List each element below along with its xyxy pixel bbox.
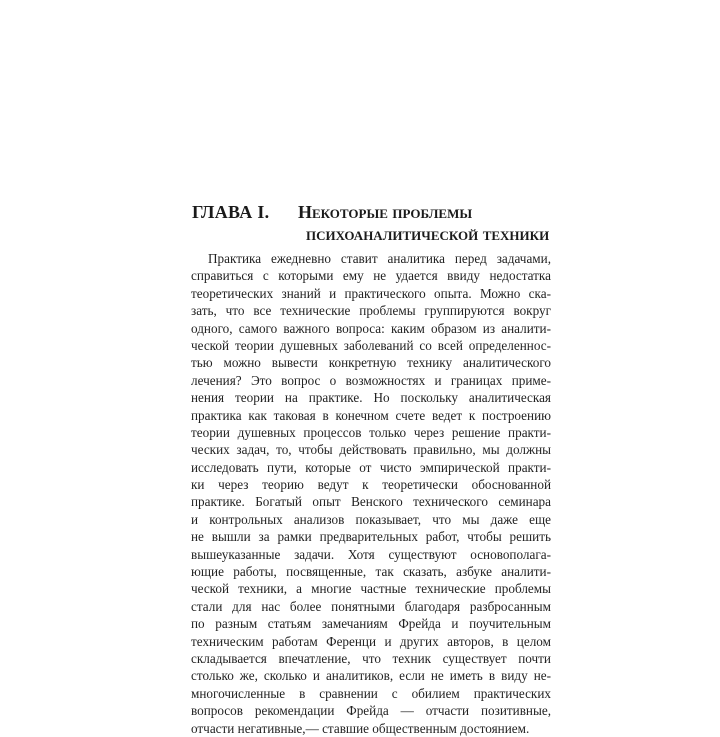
- text-line: стали для нас более понятными благодаря разбросанным: [191, 598, 551, 614]
- text-line: одного, самого важного вопроса: каким образом из аналити-: [191, 320, 551, 336]
- body-paragraph: [191, 250, 551, 737]
- text-line: вышеуказанные задачи. Хотя существуют основополага-: [191, 546, 551, 562]
- text-line: вопросов рекомендации Фрейда — отчасти позитивные,: [191, 703, 551, 719]
- text-line: отчасти негативные,— ставшие общественным достоянием.: [191, 720, 530, 736]
- text-line: тью можно вывести конкретную технику аналитического: [191, 355, 551, 371]
- chapter-heading: [192, 201, 552, 245]
- chapter-number: ГЛАВА I.: [192, 202, 270, 222]
- text-line: не вышли за рамки предварительных работ, чтобы решить: [191, 529, 551, 545]
- text-line: нения теории на практике. Но поскольку аналитическая: [191, 390, 551, 406]
- text-line: ческой теории душевных заболеваний со всей определеннос-: [191, 337, 551, 353]
- text-line: исследовать пути, которые от чисто эмпирической практи-: [191, 459, 551, 475]
- chapter-title-line-2: психоаналитической техники: [306, 224, 550, 244]
- text-line: теоретических знаний и практического опыта. Можно ска-: [191, 285, 551, 301]
- chapter-title-line-1: Некоторые проблемы: [298, 202, 473, 222]
- text-line: ческих задач, то, чтобы действовать правильно, мы должны: [191, 442, 551, 458]
- text-line: техническим работам Ференци и других авторов, в целом: [191, 633, 551, 649]
- chapter-title: [298, 201, 550, 245]
- text-line: столько же, сколько и аналитиков, если не иметь в виду не-: [191, 668, 551, 684]
- text-line: многочисленные в сравнении с обилием практических: [191, 685, 551, 701]
- text-line: справиться с которыми ему не удается ввиду недостатка: [191, 268, 551, 284]
- text-line: Практика ежедневно ставит аналитика перед задачами,: [208, 251, 551, 266]
- text-line: ческой техники, а многие частные технические проблемы: [191, 581, 551, 597]
- text-line: практике. Богатый опыт Венского технического семинара: [191, 494, 551, 510]
- text-line: и контрольных анализов показывает, что мы даже еще: [191, 511, 551, 527]
- text-line: ющие работы, посвященные, так сказать, азбуке аналити-: [191, 564, 551, 580]
- text-line: теории душевных процессов только через решение практи-: [191, 424, 551, 440]
- text-line: лечения? Это вопрос о возможностях и границах приме-: [191, 372, 551, 388]
- text-line: практика как таковая в конечном счете ведет к построению: [191, 407, 551, 423]
- text-line: ки через теорию ведут к теоретически обоснованной: [191, 477, 551, 493]
- text-line: зать, что все технические проблемы группируются вокруг: [191, 303, 551, 319]
- text-line: складывается впечатление, что техник существует почти: [191, 650, 551, 666]
- text-line: по разным статьям замечаниям Фрейда и поучительным: [191, 616, 551, 632]
